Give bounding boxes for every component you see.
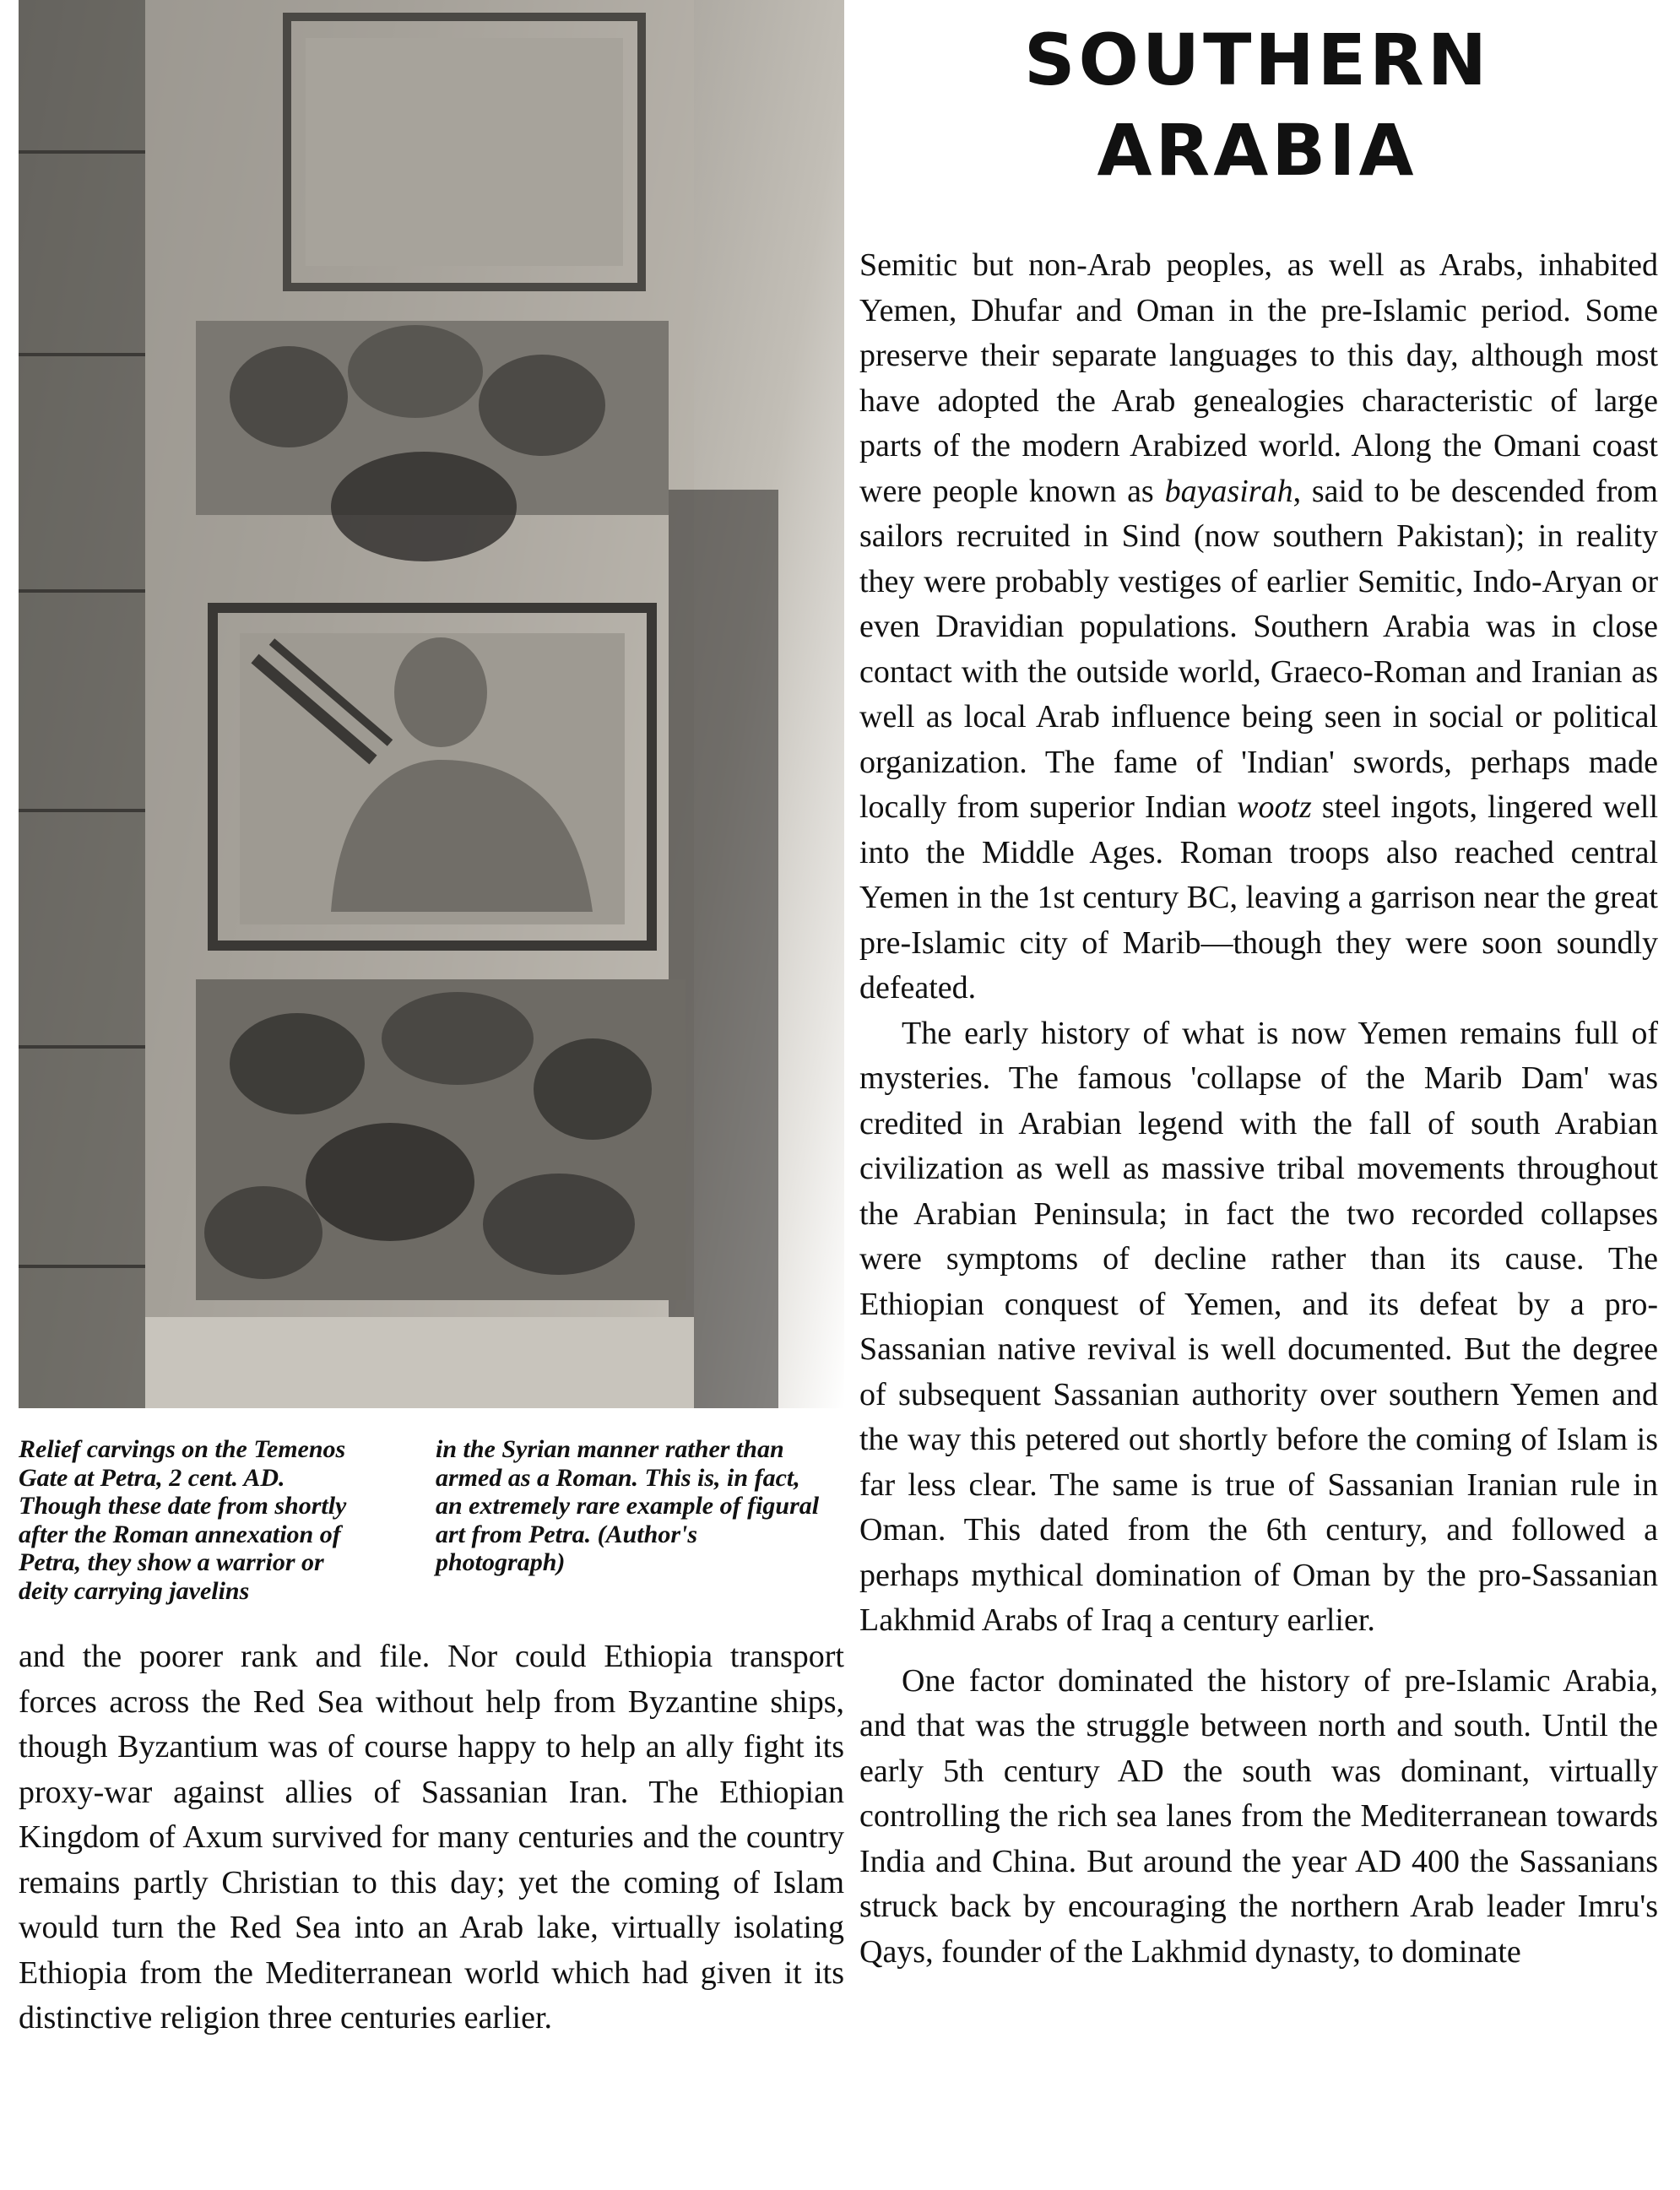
right-column <box>859 243 1658 1975</box>
term-wootz: wootz <box>1237 789 1312 825</box>
paragraph-1-part-c: steel ingots, lingered well into the Middle Ages. Roman troops also reached central Yemen in the 1st century BC, leaving a garrison near the great pre-Islamic city of Marib—though they were soon soundly defeated. <box>859 789 1659 1006</box>
relief-photograph <box>19 0 844 1408</box>
paragraph-1-part-a: Semitic but non-Arab peoples, as well as Arabs, inhabited Yemen, Dhufar and Oman in the pre-Islamic period. Some preserve their separate languages to this day, although most have adopted the Arab genealogies characteristic of large parts of the modern Arabized world. Along the Omani coast were people known as <box>859 247 1658 509</box>
relief-carving-illustration <box>19 0 844 1408</box>
title-line-1: SOUTHERN <box>1023 19 1491 101</box>
page-title <box>851 15 1663 196</box>
paragraph-1 <box>859 243 1658 1011</box>
title-line-2: ARABIA <box>1097 109 1417 192</box>
paragraph-1-part-b: , said to be descended from sailors recruited in Sind (now southern Pakistan); in reality they were probably vestiges of earlier Semitic, Indo-Aryan or even Dravidian populations. Southern Arabia was in close contact with the outside world, Graeco-Roman and Iranian as well as local Arab influence being seen in social or political organization. The fame of 'Indian' swords, perhaps made locally from superior Indian <box>859 473 1658 825</box>
figure-caption-right: in the Syrian manner rather than armed as a Roman. This is, in fact, an extremely rare example of figural art from Petra. (Author's photograph) <box>436 1435 820 1576</box>
lower-left-paragraph: and the poorer rank and file. Nor could Ethiopia transport forces across the Red Sea without help from Byzantine ships, though Byzantium was of course happy to help an ally fight its proxy-war against allies of Sassanian Iran. The Ethiopian Kingdom of Axum survived for many centuries and the country remains partly Christian to this day; yet the coming of Islam would turn the Red Sea into an Arab lake, virtually isolating Ethiopia from the Mediterranean world which had given it its distinctive religion three centuries earlier. <box>19 1639 844 2036</box>
paragraph-3: One factor dominated the history of pre-Islamic Arabia, and that was the struggle between north and south. Until the early 5th century AD the south was dominant, virtually controlling the rich sea lanes from the Mediterranean towards India and China. But around the year AD 400 the Sassanians struck back by encouraging the northern Arab leader Imru's Qays, founder of the Lakhmid dynasty, to dominate <box>859 1662 1658 1970</box>
paragraph-2: The early history of what is now Yemen remains full of mysteries. The famous 'collapse of the Marib Dam' was credited in Arabian legend with the fall of south Arabian civilization as well as massive tribal movements throughout the Arabian Peninsula; in fact the two recorded collapses were symptoms of decline rather than its cause. The Ethiopian conquest of Yemen, and its defeat by a pro-Sassanian native revival is well documented. But the degree of subsequent Sassanian authority over southern Yemen and the way this petered out shortly before the coming of Islam is far less clear. The same is true of Sassanian Iranian rule in Oman. This dated from the 6th century, and followed a perhaps mythical domination of Oman by the pro-Sassanian Lakhmid Arabs of Iraq a century earlier. <box>859 1015 1658 1638</box>
figure-caption-left: Relief carvings on the Temenos Gate at Petra, 2 cent. AD. Though these date from shortly after the Roman annexation of Petra, they show a warrior or deity carrying javelins <box>19 1435 347 1605</box>
term-bayasirah: bayasirah <box>1164 473 1293 509</box>
